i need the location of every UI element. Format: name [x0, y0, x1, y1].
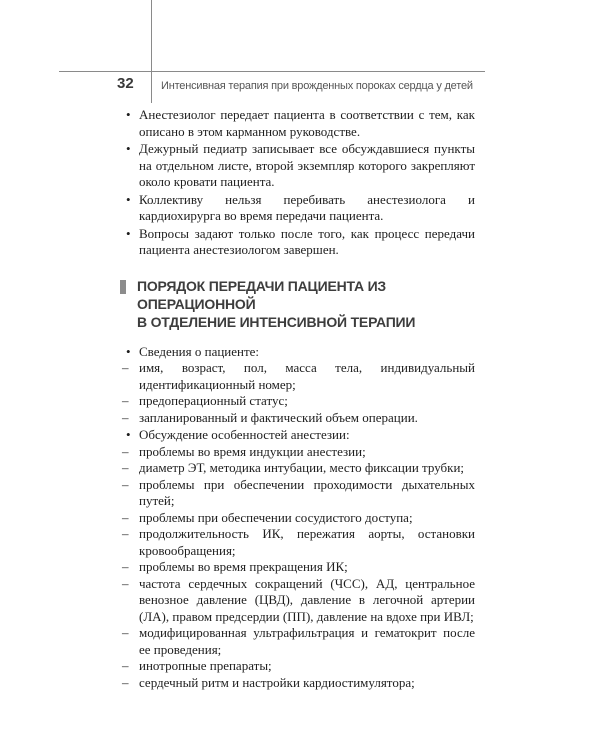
running-title: Интенсивная терапия при врожденных пороках сердца у детей — [161, 80, 473, 92]
bullet-item: • Вопросы задают только после того, как процесс передачи пациента анестезиологом завершен. — [122, 226, 475, 259]
sub-item: – проблемы при обеспечении сосудистого доступа; — [122, 510, 475, 527]
sub-item: – предоперационный статус; — [122, 393, 475, 410]
sub-item: – инотропные препараты; — [122, 658, 475, 675]
intro-bullet-list — [122, 107, 475, 259]
sub-item: – имя, возраст, пол, масса тела, индивидуальный идентификационный номер; — [122, 360, 475, 393]
sub-item: – проблемы во время индукции анестезии; — [122, 444, 475, 461]
section-title-line-2: В ОТДЕЛЕНИЕ ИНТЕНСИВНОЙ ТЕРАПИИ — [137, 313, 416, 330]
sub-item: – модифицированная ультрафильтрация и гематокрит после ее проведения; — [122, 625, 475, 658]
handover-list — [122, 344, 475, 692]
vertical-rule — [151, 0, 152, 103]
section-marker — [120, 280, 126, 294]
patient-info-sublist — [122, 360, 475, 426]
anesthesia-sublist — [122, 444, 475, 692]
bullet-item: • Анестезиолог передает пациента в соответствии с тем, как описано в этом карманном руководстве. — [122, 107, 475, 140]
anesthesia-item — [122, 427, 475, 691]
patient-info-item — [122, 344, 475, 427]
sub-item: – продолжительность ИК, пережатия аорты, остановки кровообращения; — [122, 526, 475, 559]
sub-item: – проблемы во время прекращения ИК; — [122, 559, 475, 576]
page-body — [122, 107, 475, 692]
sub-item: – запланированный и фактический объем операции. — [122, 410, 475, 427]
page-number: 32 — [117, 75, 134, 92]
sub-item: – проблемы при обеспечении проходимости дыхательных путей; — [122, 477, 475, 510]
section-title-line-1: ПОРЯДОК ПЕРЕДАЧИ ПАЦИЕНТА ИЗ ОПЕРАЦИОННОЙ — [137, 277, 386, 312]
sub-item: – частота сердечных сокращений (ЧСС), АД, центральное венозное давление (ЦВД), давление в легочной артерии (ЛА), правом предсердии (ПП), давление на вдохе при ИВЛ; — [122, 576, 475, 626]
bullet-item: • Коллективу нельзя перебивать анестезиолога и кардиохирурга во время передачи пациента. — [122, 192, 475, 225]
sub-item: – диаметр ЭТ, методика интубации, место фиксации трубки; — [122, 460, 475, 477]
section-heading — [120, 277, 475, 331]
patient-info-label: Сведения о пациенте: — [139, 343, 260, 359]
sub-item: – сердечный ритм и настройки кардиостимулятора; — [122, 675, 475, 692]
anesthesia-label: Обсуждение особенностей анестезии: — [139, 427, 350, 442]
bullet-item: • Дежурный педиатр записывает все обсуждавшиеся пункты на отдельном листе, второй экземпляр которого закрепляют около кровати пациента. — [122, 141, 475, 191]
